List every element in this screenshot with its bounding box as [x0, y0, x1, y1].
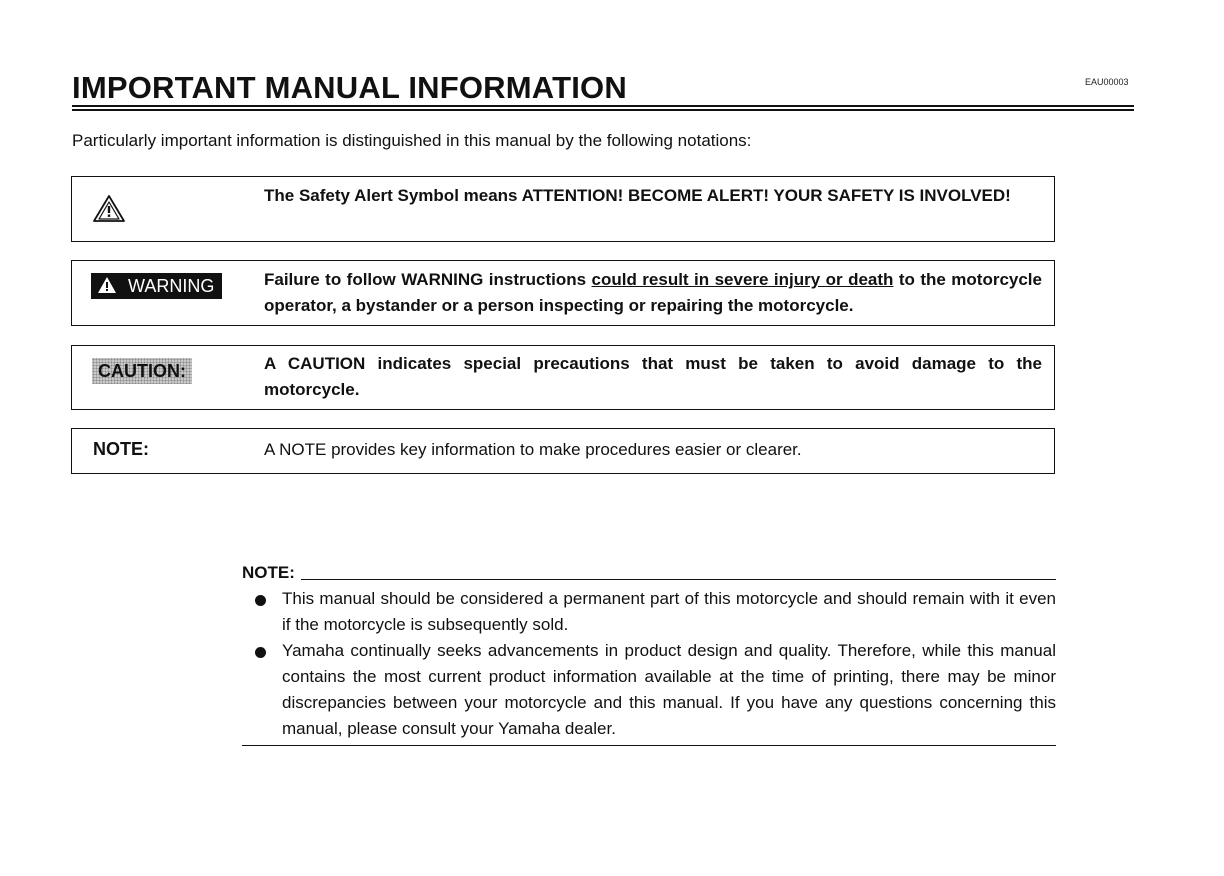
note-label-wrap [93, 439, 149, 460]
note-section-heading [242, 563, 1056, 583]
note-section-label: NOTE: [242, 563, 295, 582]
warning-text-emphasis: could result in severe injury or death [591, 270, 894, 289]
note-list [242, 586, 1056, 742]
safety-alert-text: The Safety Alert Symbol means ATTENTION! BECOME ALERT! YOUR SAFETY IS INVOLVED! [264, 186, 1011, 205]
caution-label: CAUTION: [92, 358, 192, 384]
safety-alert-icon [92, 193, 126, 228]
note-box [71, 428, 1055, 474]
warning-text-before: Failure to follow WARNING instructions [264, 270, 592, 289]
note-bottom-rule [242, 745, 1056, 746]
bullet-icon [255, 595, 266, 606]
caution-text: A CAUTION indicates special precautions that must be taken to avoid damage to the motorcycle. [264, 354, 1042, 399]
caution-box [71, 345, 1055, 410]
warning-label: WARNING [128, 276, 215, 296]
note-list-item [242, 586, 1056, 638]
safety-alert-box [71, 176, 1055, 242]
page-title: IMPORTANT MANUAL INFORMATION [72, 70, 627, 105]
warning-triangle-icon [97, 276, 122, 296]
warning-text-after: to the motorcycle operator, a bystander or a person inspecting or repairing the motorcycle. [264, 270, 1042, 315]
warning-badge [91, 273, 222, 299]
note-label: NOTE: [93, 439, 149, 459]
warning-box [71, 260, 1055, 326]
note-item-text: Yamaha continually seeks advancements in product design and quality. Therefore, while this manual contains the most current product information available at the time of printing, there may be minor discrepancies between your motorcycle and this manual. If you have any questions concerning this manual, please consult your Yamaha dealer. [282, 641, 1056, 738]
document-code: EAU00003 [1085, 77, 1129, 87]
caution-label-wrap [92, 358, 192, 384]
bullet-icon [255, 647, 266, 658]
title-double-rule [72, 105, 1134, 111]
warning-label-wrap [91, 273, 222, 299]
warning-text [264, 267, 1042, 319]
note-section [242, 563, 1056, 746]
note-item-text: This manual should be considered a permanent part of this motorcycle and should remain with it even if the motorcycle is subsequently sold. [282, 589, 1056, 634]
note-list-item [242, 638, 1056, 742]
intro-text: Particularly important information is distinguished in this manual by the following notations: [72, 131, 752, 150]
note-heading-rule [301, 579, 1056, 580]
note-text: A NOTE provides key information to make procedures easier or clearer. [264, 440, 802, 459]
